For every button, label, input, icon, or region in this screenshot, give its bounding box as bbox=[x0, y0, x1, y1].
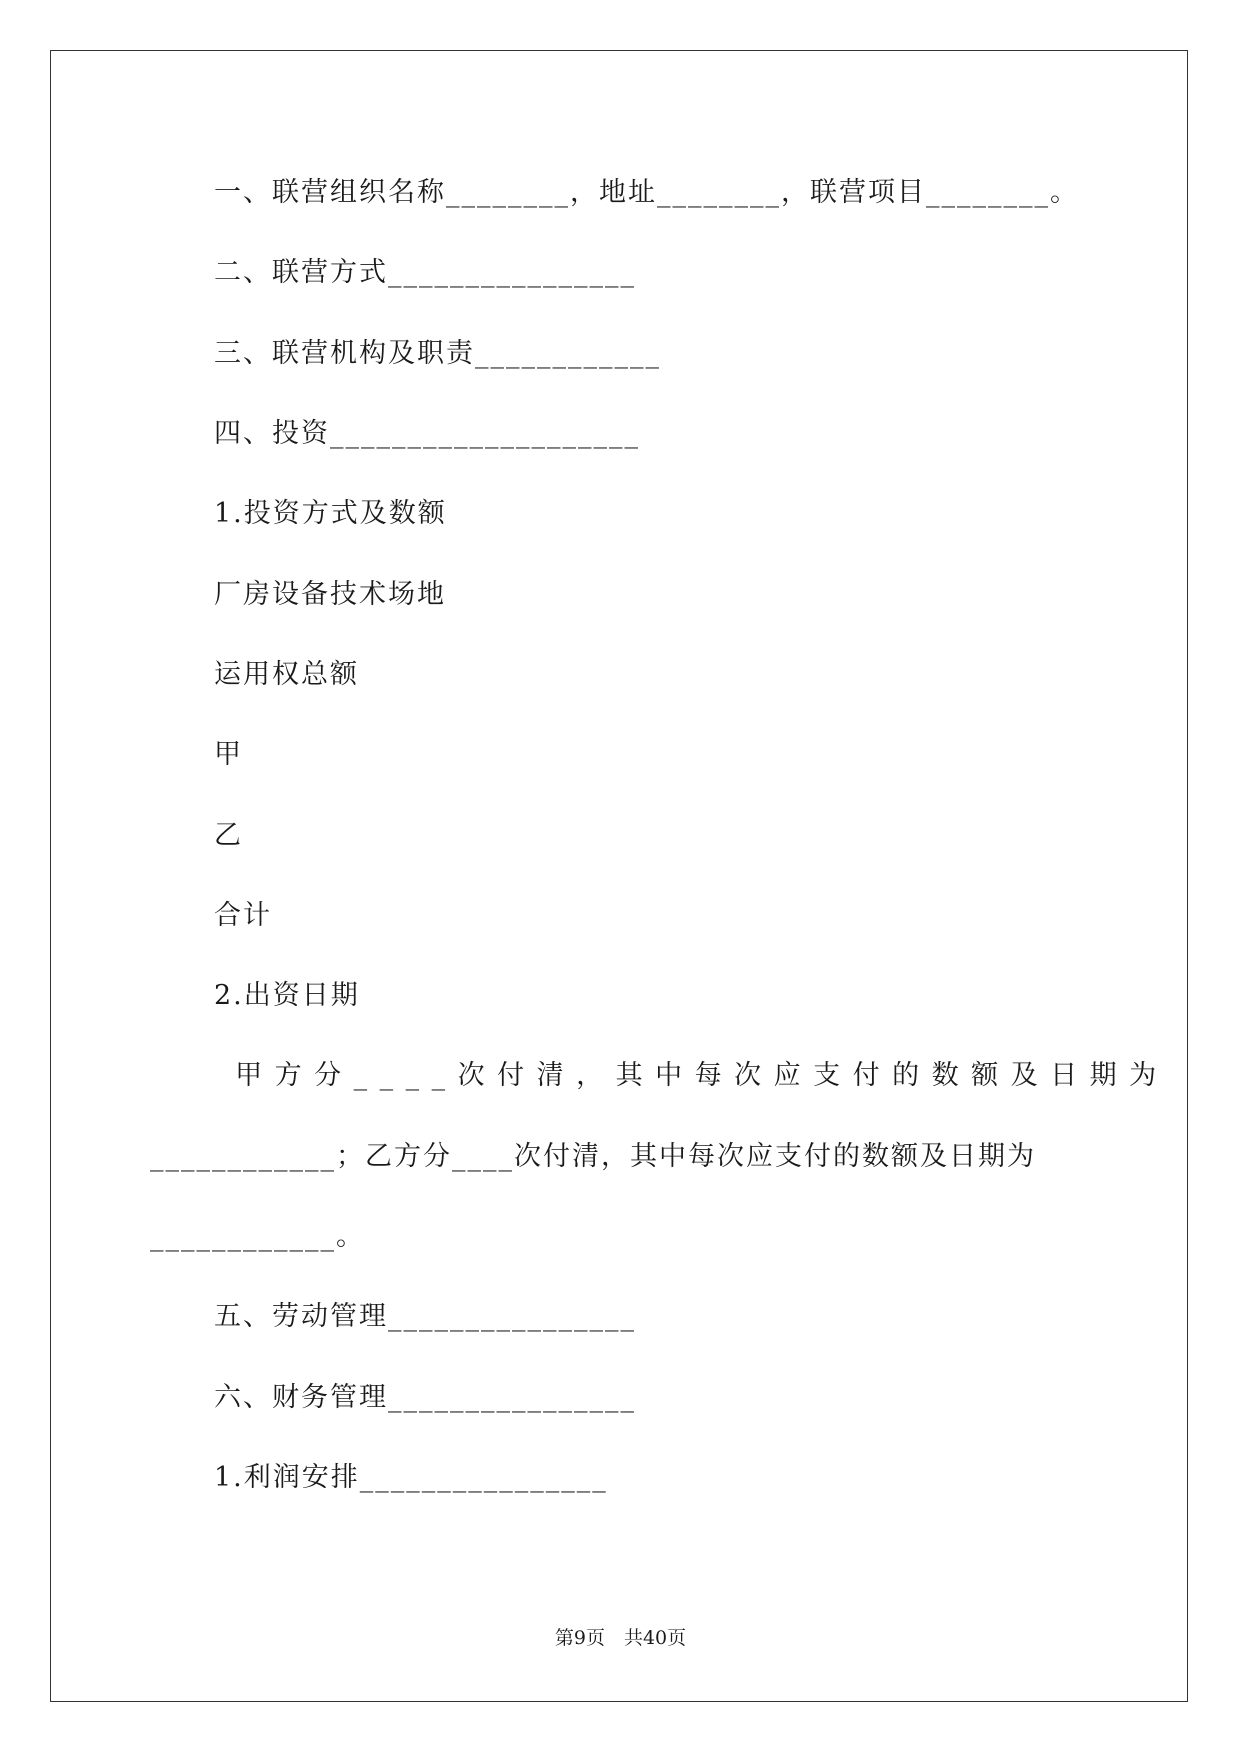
party-b-row: 乙 bbox=[214, 820, 243, 851]
clause-1-org-name-address-project: 一、联营组织名称________，地址________，联营项目________。 bbox=[214, 177, 1079, 208]
clause-5-labor-management: 五、劳动管理________________ bbox=[214, 1301, 636, 1332]
party-b-installments-line: ____________；乙方分____次付清，其中每次应支付的数额及日期为 bbox=[150, 1141, 1036, 1172]
investment-method-heading: 1.投资方式及数额 bbox=[214, 498, 447, 529]
profit-arrangement-line: 1.利润安排________________ bbox=[214, 1462, 608, 1493]
clause-6-financial-management: 六、财务管理________________ bbox=[214, 1382, 636, 1413]
clause-4-investment: 四、投资____________________ bbox=[214, 418, 640, 449]
installments-end-line: ____________。 bbox=[150, 1221, 365, 1252]
party-a-row: 甲 bbox=[214, 739, 243, 770]
usage-rights-total-line: 运用权总额 bbox=[214, 659, 359, 690]
contribution-date-heading: 2.出资日期 bbox=[214, 980, 360, 1011]
party-a-installments-line: 甲方分____次付清，其中每次应支付的数额及日期为 bbox=[214, 1060, 1169, 1091]
page-number-footer: 第9页 共40页 bbox=[554, 1627, 687, 1649]
page-border bbox=[50, 50, 1188, 1702]
clause-2-operation-mode: 二、联营方式________________ bbox=[214, 257, 636, 288]
clause-3-organization-duties: 三、联营机构及职责____________ bbox=[214, 338, 661, 369]
total-row: 合计 bbox=[214, 900, 272, 931]
investment-items-line: 厂房设备技术场地 bbox=[214, 579, 446, 610]
